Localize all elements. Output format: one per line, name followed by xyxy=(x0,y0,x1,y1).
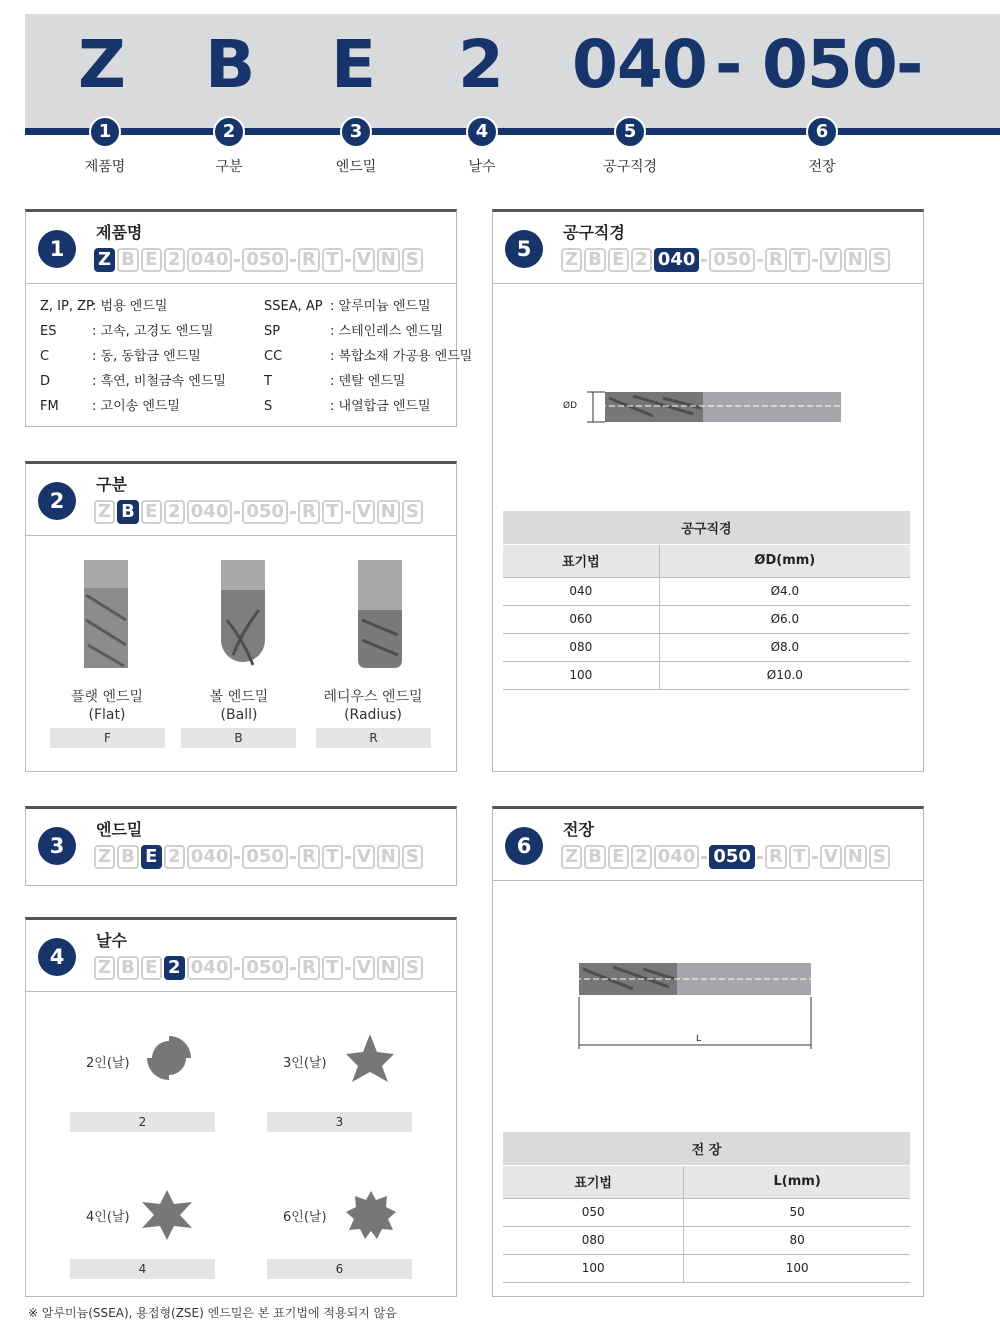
table-row xyxy=(503,633,910,661)
table-row xyxy=(503,605,910,633)
table-title: 공구직경 xyxy=(503,511,910,544)
code-segment: 040 xyxy=(187,845,233,869)
code-segment: Z xyxy=(94,248,115,272)
radius-endmill-image xyxy=(350,560,410,670)
list-item xyxy=(40,319,472,344)
code-dash xyxy=(345,511,351,514)
length-table xyxy=(503,1132,910,1283)
product-desc: : 흑연, 비철금속 엔드밀 xyxy=(92,374,226,389)
code-segment: 2 xyxy=(631,845,652,869)
section-title: 날수 xyxy=(96,931,127,950)
code-segment: 040 xyxy=(187,248,233,272)
section-number: 5 xyxy=(505,230,543,268)
diameter-table xyxy=(503,511,910,690)
diameter-diagram xyxy=(553,384,853,428)
product-code: SP xyxy=(264,324,281,339)
table-header: ØD(mm) xyxy=(659,544,910,577)
list-item xyxy=(40,294,472,319)
code-segment: 050 xyxy=(242,500,288,524)
code-segment: Z xyxy=(94,845,115,869)
code-segment: E xyxy=(608,845,629,869)
header-label: 공구직경 xyxy=(602,159,658,175)
table-cell: Ø8.0 xyxy=(659,633,910,661)
code-dash xyxy=(290,856,296,859)
code-segment: 2 xyxy=(164,500,185,524)
code-segment: N xyxy=(377,956,400,980)
flute-label: 6인(날) xyxy=(283,1210,327,1225)
section-flutes xyxy=(25,917,457,1297)
header-letter-z: Z xyxy=(78,26,125,103)
list-item xyxy=(40,369,472,394)
code-segment: R xyxy=(298,845,320,869)
section-product-name xyxy=(25,209,473,427)
code-dash xyxy=(234,967,240,970)
header-dash: - xyxy=(715,26,742,103)
section-endmill xyxy=(25,806,457,886)
table-cell: 040 xyxy=(503,577,659,605)
header-label: 구분 xyxy=(215,159,243,175)
code-segment: R xyxy=(765,248,787,272)
product-code: FM xyxy=(40,399,59,414)
code-segment: T xyxy=(322,845,343,869)
product-code: D xyxy=(40,374,51,389)
tool-name-en: (Flat) xyxy=(88,707,126,723)
tool-name xyxy=(303,688,443,724)
table-row xyxy=(503,1226,910,1254)
code-segment: 050 xyxy=(242,248,288,272)
tool-name-ko: 레디우스 엔드밀 xyxy=(323,689,423,705)
code-segment: T xyxy=(789,845,810,869)
product-desc: : 고속, 고경도 엔드밀 xyxy=(92,324,214,339)
header-circle-1: 1 xyxy=(89,116,121,148)
code-segment: T xyxy=(322,500,343,524)
code-segment: 040 xyxy=(654,845,700,869)
code-segment: 2 xyxy=(164,248,185,272)
table-row xyxy=(503,661,910,689)
code-segment: 050 xyxy=(242,845,288,869)
section-type xyxy=(25,461,457,772)
section-title: 전장 xyxy=(563,820,594,839)
code-dash xyxy=(234,259,240,262)
product-desc: : 덴탈 엔드밀 xyxy=(330,374,406,389)
table-cell: 060 xyxy=(503,605,659,633)
section-head xyxy=(26,809,456,881)
table-cell: 50 xyxy=(684,1198,910,1226)
product-code: ES xyxy=(40,324,57,339)
code-segment: 050 xyxy=(242,956,288,980)
code-segment: V xyxy=(353,248,375,272)
table-title: 전 장 xyxy=(503,1132,910,1165)
code-segment: S xyxy=(869,248,890,272)
tool-name-en: (Ball) xyxy=(220,707,258,723)
header-dash: - xyxy=(896,26,923,103)
footnote: ※ 알루미늄(SSEA), 용접형(ZSE) 엔드밀은 본 표기법에 적용되지 않음 xyxy=(28,1306,397,1320)
product-desc: : 복합소재 가공용 엔드밀 xyxy=(330,349,473,364)
code-segment: 2 xyxy=(164,845,185,869)
type-code: B xyxy=(181,728,296,748)
code-segment: Z xyxy=(94,500,115,524)
header-label: 날수 xyxy=(468,159,496,175)
code-segment: E xyxy=(141,845,162,869)
code-segment: B xyxy=(117,956,139,980)
section-title: 제품명 xyxy=(96,223,143,242)
flute-code: 3 xyxy=(267,1112,412,1132)
code-dash xyxy=(757,259,763,262)
product-desc: : 스테인레스 엔드밀 xyxy=(330,324,444,339)
header-diameter-code: 040 xyxy=(572,26,707,103)
section-head xyxy=(493,212,923,284)
section-head xyxy=(26,464,456,536)
header-circle-5: 5 xyxy=(614,116,646,148)
section-number: 4 xyxy=(38,938,76,976)
code-strip xyxy=(94,248,425,272)
code-segment: 040 xyxy=(187,956,233,980)
code-segment: B xyxy=(117,845,139,869)
product-desc: : 내열합금 엔드밀 xyxy=(330,399,431,414)
product-list xyxy=(40,294,472,419)
code-strip xyxy=(94,845,425,869)
table-row xyxy=(503,1198,910,1226)
code-segment: 050 xyxy=(709,845,755,869)
code-segment: 2 xyxy=(631,248,652,272)
code-strip xyxy=(94,500,425,524)
header-letter-b: B xyxy=(205,26,255,103)
code-segment: N xyxy=(377,248,400,272)
code-dash xyxy=(812,259,818,262)
product-code: S xyxy=(264,399,273,414)
code-segment: R xyxy=(298,956,320,980)
code-segment: E xyxy=(608,248,629,272)
header-letter-e: E xyxy=(331,26,376,103)
table-header: L(mm) xyxy=(684,1165,910,1198)
tool-name-ko: 볼 엔드밀 xyxy=(209,689,269,705)
product-desc: : 고이송 엔드밀 xyxy=(92,399,180,414)
code-segment: S xyxy=(402,845,423,869)
code-segment: R xyxy=(298,248,320,272)
code-segment: 050 xyxy=(709,248,755,272)
six-flute-section-image xyxy=(344,1188,398,1242)
tool-name-ko: 플랫 엔드밀 xyxy=(70,689,144,705)
table-row xyxy=(503,1254,910,1282)
section-title: 엔드밀 xyxy=(96,820,143,839)
code-strip xyxy=(94,956,425,980)
section-title: 공구직경 xyxy=(563,223,625,242)
code-segment: E xyxy=(141,500,162,524)
code-segment: R xyxy=(298,500,320,524)
length-label: L xyxy=(696,1034,702,1044)
section-number: 3 xyxy=(38,827,76,865)
header-label: 전장 xyxy=(808,159,836,175)
code-segment: V xyxy=(353,500,375,524)
code-segment: S xyxy=(869,845,890,869)
code-segment: S xyxy=(402,248,423,272)
table-cell: 100 xyxy=(503,661,659,689)
header-label: 제품명 xyxy=(84,159,126,175)
code-segment: V xyxy=(353,845,375,869)
code-dash xyxy=(812,856,818,859)
product-code: SSEA, AP xyxy=(264,299,323,314)
table-cell: Ø10.0 xyxy=(659,661,910,689)
type-code: F xyxy=(50,728,165,748)
code-segment: 040 xyxy=(654,248,700,272)
diameter-label: ØD xyxy=(563,401,578,411)
table-header: 표기법 xyxy=(503,1165,684,1198)
list-item xyxy=(40,344,472,369)
section-head xyxy=(493,809,923,881)
code-dash xyxy=(345,856,351,859)
header-rule xyxy=(25,128,1000,135)
code-dash xyxy=(757,856,763,859)
table-header: 표기법 xyxy=(503,544,659,577)
code-segment: S xyxy=(402,956,423,980)
code-segment: V xyxy=(820,248,842,272)
flute-label: 4인(날) xyxy=(86,1210,130,1225)
code-dash xyxy=(290,511,296,514)
table-row xyxy=(503,577,910,605)
code-strip xyxy=(561,845,892,869)
code-segment: R xyxy=(765,845,787,869)
code-segment: N xyxy=(377,500,400,524)
flute-label: 2인(날) xyxy=(86,1056,130,1071)
code-dash xyxy=(290,259,296,262)
flute-code: 6 xyxy=(267,1259,412,1279)
code-dash xyxy=(290,967,296,970)
code-segment: 2 xyxy=(164,956,185,980)
four-flute-section-image xyxy=(140,1188,194,1242)
code-segment: T xyxy=(789,248,810,272)
table-cell: 100 xyxy=(684,1254,910,1282)
list-item xyxy=(40,394,472,419)
table-cell: Ø4.0 xyxy=(659,577,910,605)
product-code: Z, IP, ZP xyxy=(40,299,94,314)
ball-endmill-image xyxy=(213,560,273,672)
header-circle-2: 2 xyxy=(213,116,245,148)
section-head xyxy=(26,212,456,284)
three-flute-section-image xyxy=(344,1032,396,1084)
section-number: 1 xyxy=(38,230,76,268)
header-length-code: 050 xyxy=(762,26,897,103)
code-segment: E xyxy=(141,248,162,272)
product-code: T xyxy=(264,374,272,389)
code-dash xyxy=(345,967,351,970)
code-segment: T xyxy=(322,248,343,272)
table-cell: 080 xyxy=(503,1226,684,1254)
flute-label: 3인(날) xyxy=(283,1056,327,1071)
code-dash xyxy=(345,259,351,262)
header-circle-6: 6 xyxy=(806,116,838,148)
code-segment: 040 xyxy=(187,500,233,524)
section-length xyxy=(492,806,924,1297)
tool-name xyxy=(169,688,309,724)
tool-name-en: (Radius) xyxy=(344,707,402,723)
product-code: CC xyxy=(264,349,283,364)
tool-name xyxy=(37,688,177,724)
two-flute-section-image xyxy=(144,1033,194,1083)
code-segment: T xyxy=(322,956,343,980)
table-cell: 100 xyxy=(503,1254,684,1282)
table-cell: 080 xyxy=(503,633,659,661)
table-cell: 80 xyxy=(684,1226,910,1254)
code-dash xyxy=(701,259,707,262)
product-desc: : 동, 동합금 엔드밀 xyxy=(92,349,201,364)
code-dash xyxy=(701,856,707,859)
code-dash xyxy=(234,856,240,859)
section-head xyxy=(26,920,456,992)
code-segment: E xyxy=(141,956,162,980)
table-cell: 050 xyxy=(503,1198,684,1226)
code-segment: B xyxy=(117,248,139,272)
code-segment: N xyxy=(377,845,400,869)
code-segment: N xyxy=(844,845,867,869)
header-letter-2: 2 xyxy=(458,26,503,103)
section-diameter xyxy=(492,209,924,772)
header-circle-4: 4 xyxy=(466,116,498,148)
flute-code: 2 xyxy=(70,1112,215,1132)
section-number: 6 xyxy=(505,827,543,865)
code-segment: N xyxy=(844,248,867,272)
table-cell: Ø6.0 xyxy=(659,605,910,633)
code-segment: Z xyxy=(94,956,115,980)
code-segment: V xyxy=(820,845,842,869)
code-strip xyxy=(561,248,892,272)
code-segment: B xyxy=(584,248,606,272)
code-segment: V xyxy=(353,956,375,980)
section-title: 구분 xyxy=(96,475,127,494)
section-number: 2 xyxy=(38,482,76,520)
code-segment: Z xyxy=(561,845,582,869)
flat-endmill-image xyxy=(76,560,136,670)
product-code: C xyxy=(40,349,50,364)
code-segment: S xyxy=(402,500,423,524)
code-segment: B xyxy=(117,500,139,524)
code-segment: Z xyxy=(561,248,582,272)
header-label: 엔드밀 xyxy=(335,159,377,175)
code-dash xyxy=(234,511,240,514)
code-segment: B xyxy=(584,845,606,869)
type-code: R xyxy=(316,728,431,748)
flute-code: 4 xyxy=(70,1259,215,1279)
product-desc: : 알루미늄 엔드밀 xyxy=(330,299,431,314)
header-circle-3: 3 xyxy=(340,116,372,148)
product-desc: : 범용 엔드밀 xyxy=(92,299,168,314)
